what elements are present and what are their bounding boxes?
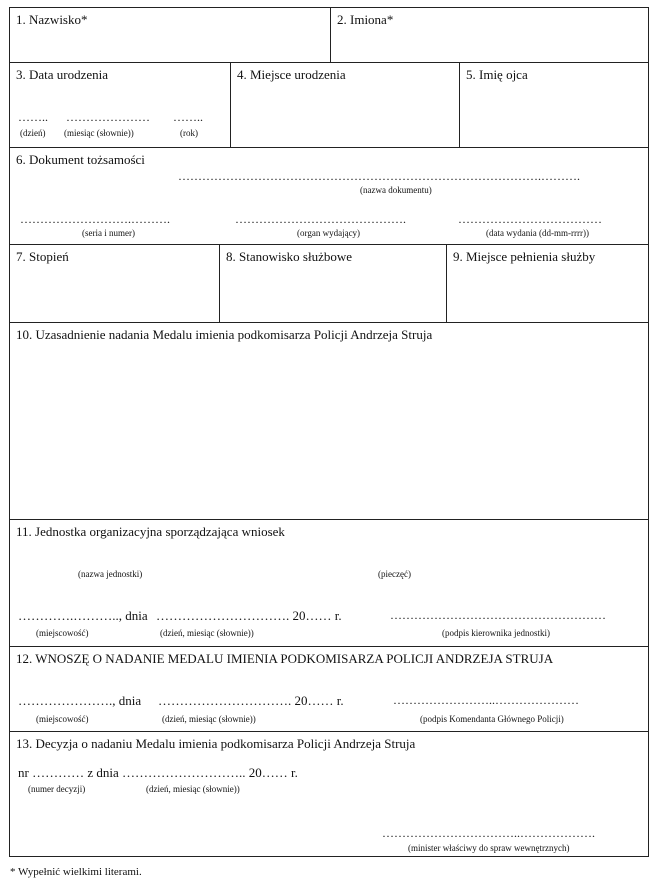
stamp-caption: (pieczęć) (378, 569, 411, 579)
request-place-dots: …………………., dnia (18, 693, 142, 708)
field-birth-place[interactable] (231, 63, 460, 147)
request-date-dots: …………………………. 20…… r. (158, 693, 344, 708)
request-signature-caption: (podpis Komendanta Głównego Policji) (420, 714, 564, 724)
row-personal-names (10, 8, 648, 63)
document-organ-dots: ……………………………………. (235, 212, 406, 226)
field-position[interactable] (220, 245, 447, 322)
document-name-caption: (nazwa dokumentu) (360, 185, 432, 195)
justification-label: 10. Uzasadnienie nadania Medalu imienia podkomisarza Policji Andrzeja Struja (16, 327, 433, 342)
row-justification (10, 323, 648, 520)
birth-month-caption: (miesiąc (słownie)) (64, 128, 134, 138)
field-request[interactable] (10, 647, 648, 731)
field-birth-date[interactable] (10, 63, 231, 147)
unit-place-caption: (miejscowość) (36, 628, 89, 638)
organizational-unit-label: 11. Jednostka organizacyjna sporządzająca wniosek (16, 524, 285, 539)
unit-place-dots: ………….……….., dnia (18, 608, 148, 623)
field-justification[interactable] (10, 323, 648, 519)
first-names-label: 2. Imiona* (337, 12, 394, 27)
decision-number-line: nr ………… z dnia ……………………….. 20…… r. (18, 765, 298, 780)
row-organizational-unit (10, 520, 648, 647)
unit-signature-caption: (podpis kierownika jednostki) (442, 628, 550, 638)
footnote: * Wypełnić wielkimi literami. (10, 866, 142, 878)
document-name-dots: ……………………………………………………………………………….………. (178, 169, 580, 183)
row-birth (10, 63, 648, 148)
birth-year-dots: …….. (173, 110, 203, 124)
unit-date-caption: (dzień, miesiąc (słownie)) (160, 628, 254, 638)
decision-label: 13. Decyzja o nadaniu Medalu imienia podkomisarza Policji Andrzeja Struja (16, 736, 416, 751)
father-name-label: 5. Imię ojca (466, 67, 528, 82)
minister-signature-dots: ……………………………..………………. (382, 826, 595, 840)
rank-label: 7. Stopień (16, 249, 69, 264)
birth-date-label: 3. Data urodzenia (16, 67, 109, 82)
minister-signature-caption: (minister właściwy do spraw wewnętrznych) (408, 843, 570, 853)
service-place-label: 9. Miejsce pełnienia służby (453, 249, 596, 264)
document-date-caption: (data wydania (dd-mm-rrrr)) (486, 228, 589, 238)
decision-date-caption: (dzień, miesiąc (słownie)) (146, 784, 240, 794)
document-series-caption: (seria i numer) (82, 228, 135, 238)
document-series-dots: ……………………….………. (20, 212, 170, 226)
field-identity-document[interactable] (10, 148, 648, 244)
birth-place-label: 4. Miejsce urodzenia (237, 67, 346, 82)
row-service (10, 245, 648, 323)
request-signature-dots: ……………………..………………… (393, 693, 579, 707)
row-request (10, 647, 648, 732)
birth-day-dots: …….. (18, 110, 48, 124)
unit-name-caption: (nazwa jednostki) (78, 569, 143, 579)
field-surname[interactable] (10, 8, 331, 62)
document-organ-caption: (organ wydający) (297, 228, 361, 238)
field-organizational-unit[interactable] (10, 520, 648, 646)
unit-signature-dots: ……………………………………………… (390, 608, 606, 622)
unit-date-dots: …………………………. 20…… r. (156, 608, 342, 623)
decision-number-caption: (numer decyzji) (28, 784, 86, 794)
row-identity-document (10, 148, 648, 245)
birth-month-dots: ………………… (66, 110, 150, 124)
field-service-place[interactable] (447, 245, 648, 322)
document-date-dots: ……………………………… (458, 212, 602, 226)
field-rank[interactable] (10, 245, 220, 322)
field-decision[interactable] (10, 732, 648, 856)
request-date-caption: (dzień, miesiąc (słownie)) (162, 714, 256, 724)
request-place-caption: (miejscowość) (36, 714, 89, 724)
identity-document-label: 6. Dokument tożsamości (16, 152, 145, 167)
position-label: 8. Stanowisko służbowe (226, 249, 353, 264)
request-label: 12. WNOSZĘ O NADANIE MEDALU IMIENIA PODKOMISARZA POLICJI ANDRZEJA STRUJA (16, 651, 554, 666)
surname-label: 1. Nazwisko* (16, 12, 88, 27)
birth-day-caption: (dzień) (20, 128, 46, 138)
field-father-name[interactable] (460, 63, 648, 147)
award-application-form (9, 7, 649, 857)
field-first-names[interactable] (331, 8, 648, 62)
birth-year-caption: (rok) (180, 128, 198, 138)
row-decision (10, 732, 648, 856)
